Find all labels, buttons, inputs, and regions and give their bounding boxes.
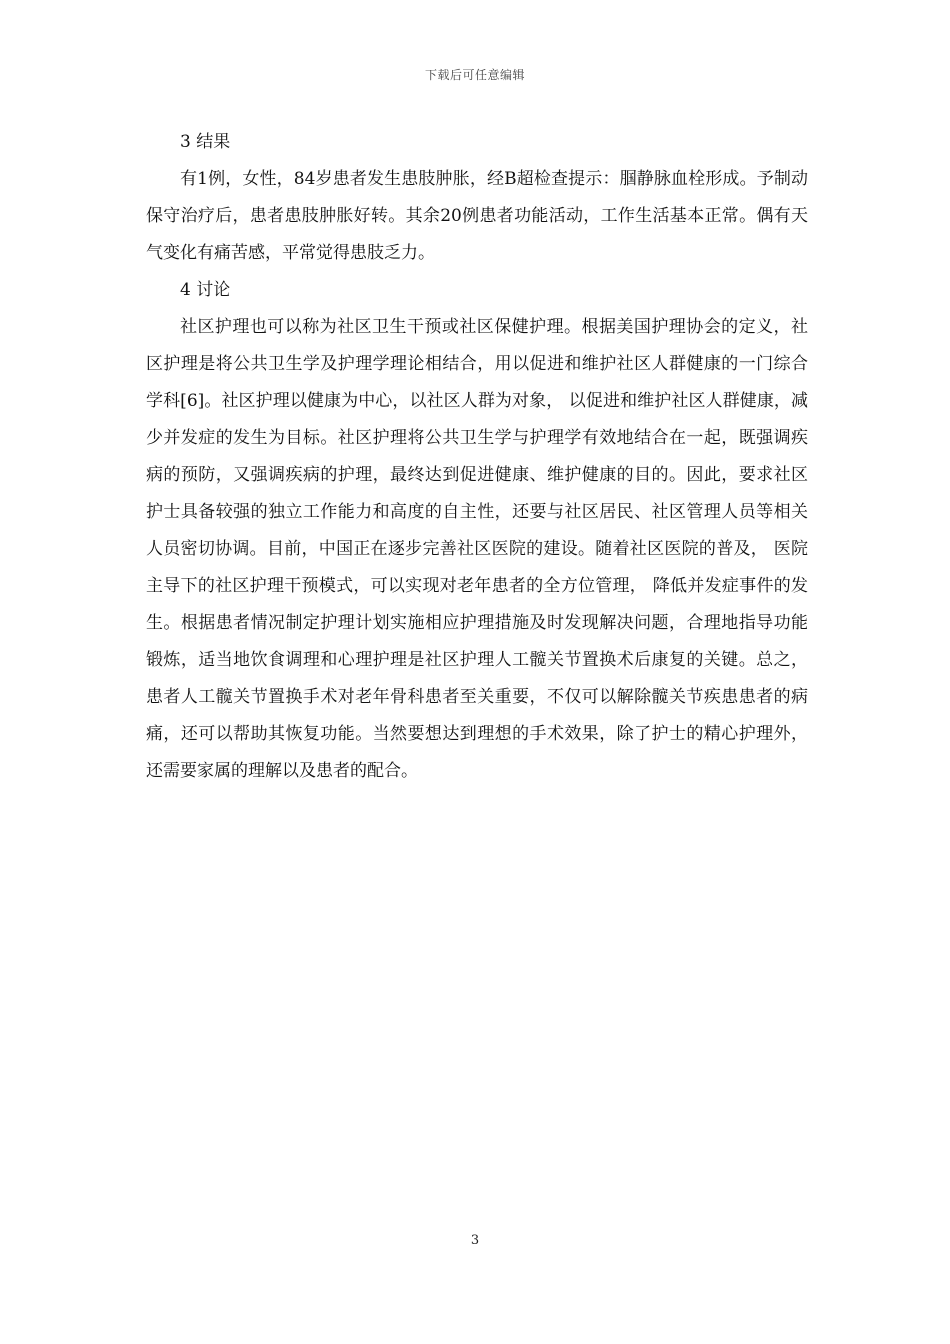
page-number: 3: [470, 1233, 480, 1248]
discussion-paragraph: 社区护理也可以称为社区卫生干预或社区保健护理。根据美国护理协会的定义，社区护理是将公共卫生学及护理学理论相结合，用以促进和维护社区人群健康的一门综合学科[6]。社区护理以健康为中心，以社区人群为对象， 以促进和维护社区人群健康，减少并发症的发生为目标。社区护理将公共卫生学与护理学有效地结合在一起，既强调疾病的预防，又强调疾病的护理，最终达到促进健康、维护健康的目的。因此，要求社区护士具备较强的独立工作能力和高度的自主性，还要与社区居民、社区管理人员等相关人员密切协调。目前，中国正在逐步完善社区医院的建设。随着社区医院的普及， 医院主导下的社区护理干预模式，可以实现对老年患者的全方位管理， 降低并发症事件的发生。根据患者情况制定护理计划实施相应护理措施及时发现解决问题，合理地指导功能锻炼，适当地饮食调理和心理护理是社区护理人工髋关节置换术后康复的关键。总之，患者人工髋关节置换手术对老年骨科患者至关重要，不仅可以解除髋关节疾患患者的病痛，还可以帮助其恢复功能。当然要想达到理想的手术效果，除了护士的精心护理外，还需要家属的理解以及患者的配合。: [146, 317, 808, 781]
section-heading-discussion: 4 讨论: [180, 280, 231, 300]
section-heading-results: 3 结果: [180, 132, 231, 152]
page-header-note: 下载后可任意编辑: [424, 68, 525, 82]
document-body: [146, 124, 808, 790]
results-paragraph: 有1例，女性，84岁患者发生患肢肿胀，经B超检查提示：腘静脉血栓形成。予制动保守治疗后，患者患肢肿胀好转。其余20例患者功能活动，工作生活基本正常。偶有天气变化有痛苦感，平常觉得患肢乏力。: [146, 169, 808, 263]
